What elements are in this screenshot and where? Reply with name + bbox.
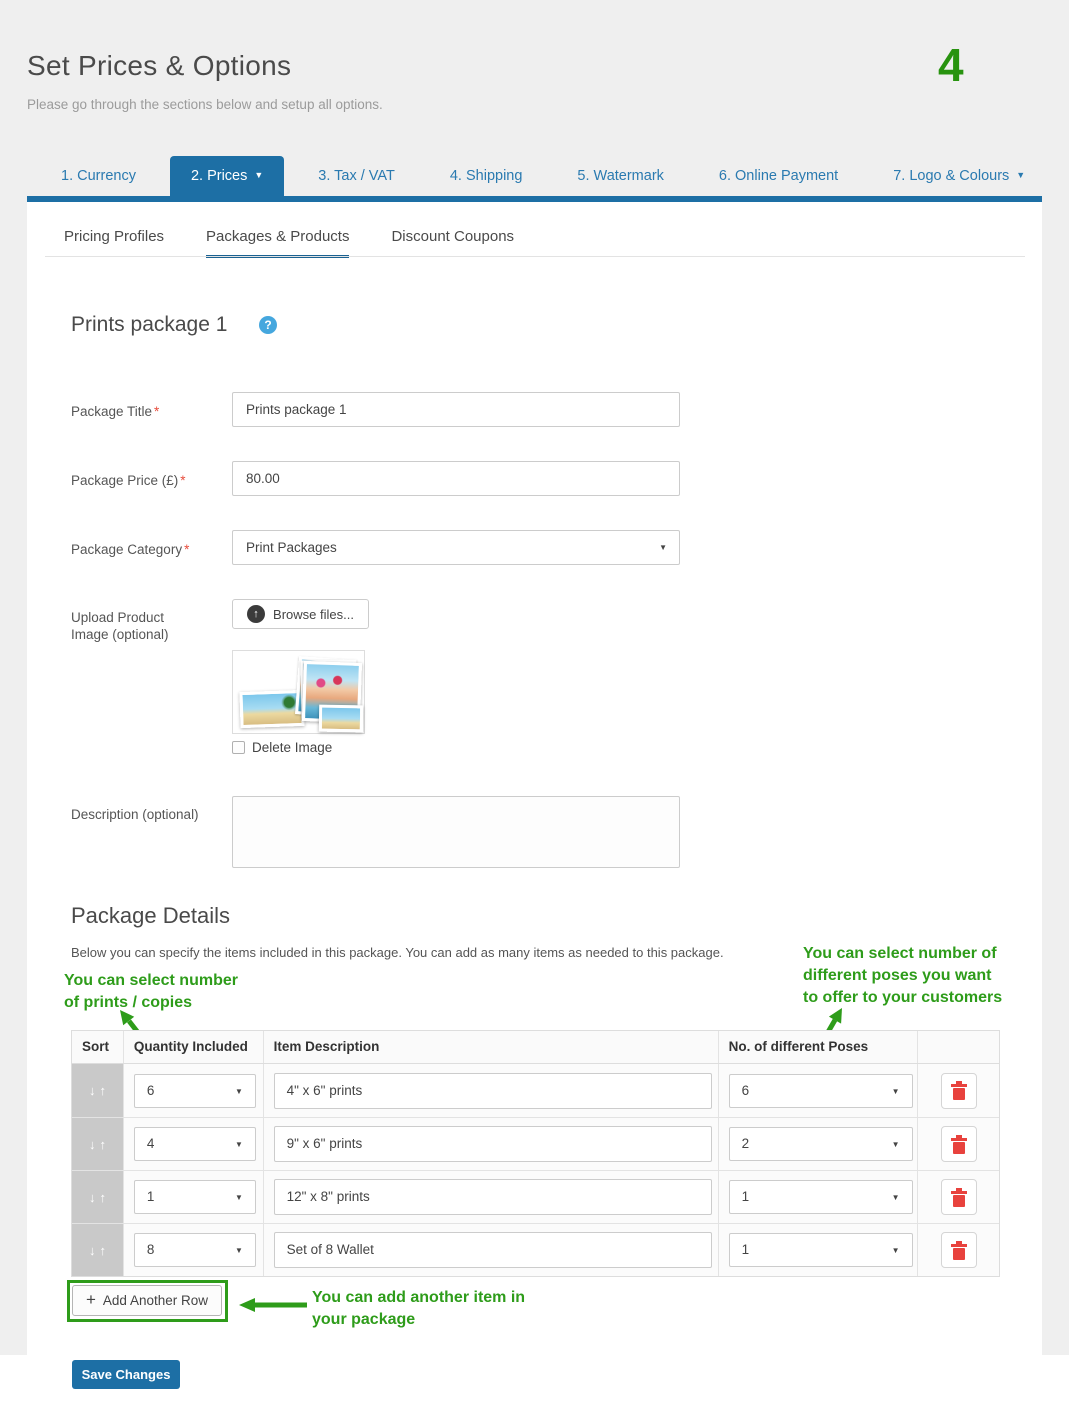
- main-tab-bar: [40, 156, 1059, 196]
- sort-handle[interactable]: [72, 1118, 123, 1170]
- quantity-select[interactable]: 6 ▼: [134, 1074, 256, 1108]
- chevron-down-icon: ▼: [234, 1193, 243, 1202]
- subtab-discount-coupons[interactable]: Discount Coupons: [391, 228, 515, 245]
- table-row: [72, 1064, 999, 1117]
- delete-row-button[interactable]: [941, 1126, 977, 1162]
- quantity-annotation: You can select number of prints / copies: [64, 972, 238, 1011]
- package-title-input[interactable]: Prints package 1: [232, 392, 680, 427]
- tab-prices[interactable]: 2. Prices ▼: [170, 156, 284, 196]
- trash-icon: [950, 1081, 968, 1100]
- description-textarea[interactable]: [232, 796, 680, 868]
- delete-image-label: Delete Image: [252, 740, 333, 755]
- tab-online-payment[interactable]: 6. Online Payment: [718, 168, 839, 184]
- delete-row-button[interactable]: [941, 1232, 977, 1268]
- help-icon[interactable]: ?: [259, 316, 277, 334]
- sort-column-header: Sort: [82, 1039, 109, 1054]
- item-description-input[interactable]: 12" x 8" prints: [274, 1179, 712, 1215]
- browse-files-button[interactable]: ↑ Browse files...: [232, 599, 369, 629]
- upload-cloud-icon: ↑: [247, 605, 265, 623]
- description-column-header: Item Description: [263, 1031, 718, 1063]
- delete-row-button[interactable]: [941, 1179, 977, 1215]
- item-description-input[interactable]: Set of 8 Wallet: [274, 1232, 712, 1268]
- quantity-select[interactable]: 4 ▼: [134, 1127, 256, 1161]
- package-heading: Prints package 1: [71, 313, 228, 336]
- package-details-heading: Package Details: [71, 903, 230, 928]
- poses-annotation: You can select number of different poses you want to offer to your customers: [803, 945, 1003, 1006]
- step-number: 4: [938, 39, 964, 91]
- subtab-divider: [45, 256, 1025, 257]
- required-asterisk: *: [184, 542, 190, 557]
- page-subtitle: Please go through the sections below and setup all options.: [27, 97, 383, 112]
- delete-image-row: [232, 740, 332, 755]
- quantity-column-header: Quantity Included: [123, 1031, 263, 1063]
- quantity-select[interactable]: 8 ▼: [134, 1233, 256, 1267]
- actions-column-header: [917, 1031, 999, 1063]
- description-label: Description (optional): [71, 807, 199, 822]
- sort-handle[interactable]: [72, 1171, 123, 1223]
- chevron-down-icon: ▼: [891, 1246, 900, 1255]
- sort-down-icon: ↓: [88, 1083, 96, 1098]
- package-title-label: Package Title *: [71, 404, 160, 419]
- quantity-select[interactable]: 1 ▼: [134, 1180, 256, 1214]
- add-row-highlight-box: [67, 1280, 228, 1322]
- sort-down-icon: ↓: [88, 1242, 96, 1258]
- chevron-down-icon: ▼: [254, 170, 264, 180]
- package-details-intro: Below you can specify the items included in this package. You can add as many items as needed to this package.: [71, 945, 724, 960]
- package-category-label: Package Category *: [71, 542, 190, 557]
- item-description-input[interactable]: 9" x 6" prints: [274, 1126, 712, 1162]
- tab-watermark[interactable]: 5. Watermark: [577, 168, 664, 184]
- table-row: [72, 1117, 999, 1170]
- table-row: [72, 1223, 999, 1276]
- sort-up-icon: ↑: [99, 1083, 106, 1098]
- poses-column-header: No. of different Poses: [718, 1031, 918, 1063]
- chevron-down-icon: ▼: [891, 1193, 900, 1202]
- package-price-input[interactable]: 80.00: [232, 461, 680, 496]
- add-row-annotation: You can add another item in your package: [312, 1289, 526, 1328]
- plus-icon: +: [85, 1290, 96, 1309]
- chevron-down-icon: ▼: [234, 1086, 243, 1096]
- poses-select[interactable]: 1 ▼: [729, 1233, 913, 1267]
- trash-icon: [950, 1188, 968, 1207]
- poses-select[interactable]: 1 ▼: [729, 1180, 913, 1214]
- add-another-row-button[interactable]: + Add Another Row: [72, 1285, 222, 1316]
- delete-row-button[interactable]: [941, 1073, 977, 1109]
- required-asterisk: *: [154, 404, 160, 419]
- sort-down-icon: ↓: [88, 1136, 96, 1152]
- tab-shipping[interactable]: 4. Shipping: [449, 168, 523, 184]
- add-row-annotation-arrow: [233, 1296, 313, 1314]
- subtab-pricing-profiles[interactable]: Pricing Profiles: [64, 228, 165, 245]
- poses-select[interactable]: 2 ▼: [729, 1127, 913, 1161]
- trash-icon: [950, 1135, 968, 1154]
- sort-up-icon: ↑: [99, 1242, 106, 1258]
- chevron-down-icon: ▼: [891, 1086, 900, 1096]
- table-header-row: [72, 1031, 999, 1064]
- package-items-table: [71, 1030, 1000, 1277]
- sort-up-icon: ↑: [99, 1189, 106, 1205]
- small-print-image: [319, 705, 363, 733]
- poses-select[interactable]: 6 ▼: [729, 1074, 913, 1108]
- chevron-down-icon: ▼: [234, 1140, 243, 1149]
- table-row: [72, 1170, 999, 1223]
- package-category-select[interactable]: Print Packages ▼: [232, 530, 680, 565]
- sub-tab-bar: [64, 228, 514, 258]
- page-title: Set Prices & Options: [27, 50, 292, 81]
- tab-currency[interactable]: 1. Currency: [61, 168, 136, 184]
- chevron-down-icon: ▼: [891, 1140, 900, 1149]
- trash-icon: [950, 1241, 968, 1260]
- product-image-thumbnail: [232, 650, 365, 734]
- subtab-packages-products[interactable]: Packages & Products: [206, 228, 349, 258]
- package-price-label: Package Price (£) *: [71, 473, 186, 488]
- sort-handle[interactable]: [72, 1064, 123, 1117]
- chevron-down-icon: ▼: [659, 543, 667, 552]
- chevron-down-icon: ▼: [234, 1246, 243, 1255]
- delete-image-checkbox[interactable]: [232, 741, 245, 754]
- tab-tax-vat[interactable]: 3. Tax / VAT: [318, 168, 395, 184]
- sort-handle[interactable]: [72, 1224, 123, 1276]
- item-description-input[interactable]: 4" x 6" prints: [274, 1073, 712, 1109]
- save-changes-button[interactable]: Save Changes: [72, 1360, 180, 1389]
- sort-up-icon: ↑: [99, 1136, 106, 1152]
- upload-image-label: Upload Product Image (optional): [71, 610, 169, 642]
- tab-logo-colours[interactable]: 7. Logo & Colours ▼: [893, 168, 1026, 184]
- chevron-down-icon: ▼: [1016, 170, 1026, 180]
- sort-down-icon: ↓: [88, 1189, 96, 1205]
- required-asterisk: *: [180, 473, 186, 488]
